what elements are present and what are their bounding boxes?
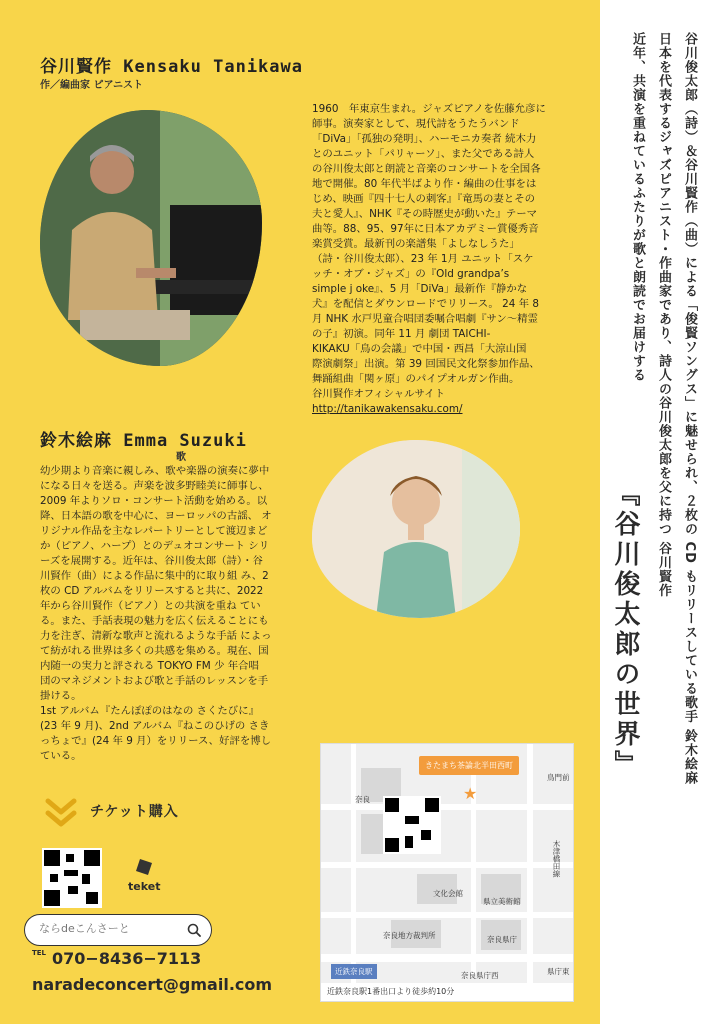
bio-line: simple j oke』、5 月「DiVa」最新作『静かな [312, 283, 528, 295]
bio-line: 師事。演奏家として、現代詩をうたうバンド [312, 118, 520, 130]
map-label-kencho-mae: 県庁東 [547, 967, 570, 976]
intro-line-3: 近年、共演を重ねているふたりが歌と朗読でお届けする [630, 32, 645, 382]
bio-line: 降、日本語の歌を中心に、ヨーロッパの古謡、 オ [40, 510, 272, 522]
map-qr-code [383, 796, 441, 854]
map-label-kintetsu: 近鉄奈良駅 [331, 964, 377, 979]
search-icon[interactable] [187, 922, 201, 941]
map-label-pref: 奈良県庁 [487, 935, 517, 944]
map-label-kitamachi: 鳥門前 [547, 773, 570, 782]
suzuki-role: 歌 [176, 452, 186, 463]
venue-marker-icon: ★ [463, 784, 478, 803]
intro-line-1: 谷川俊太郎（詩）＆谷川賢作（曲）による「俊賢ソングス」に魅せられ、２枚の CD もリリースしている歌手 鈴木絵麻 [682, 32, 697, 785]
bio-line: 団のマネジメントおよび歌と手話のレッスンを手 [40, 675, 269, 687]
venue-tag: きたまち茶論北半田西町 [419, 756, 519, 775]
map-footer: 近鉄奈良駅1番出口より徒歩約10分 [321, 983, 574, 1001]
bio-line: （詩・谷川俊太郎）、23 年 1月 ユニット「スケ [312, 253, 534, 265]
ticket-title: チケット購入 [90, 804, 179, 820]
access-map [320, 743, 574, 1002]
bio-line: とのユニット「パリャーソ」、また父である詩人 [312, 148, 535, 160]
bio-line: になる日々を送る。声楽を波多野睦美に師事し、 [40, 480, 269, 492]
bio-line: 2009 年よりソロ・コンサート活動を始める。以 [40, 495, 268, 507]
phone-number[interactable] [32, 949, 201, 968]
bio-line: て紡がれる世界は多くの共感を集める。現在、国 [40, 645, 269, 657]
bio-line: ーズを展開する。近年は、谷川俊太郎（詩）・谷 [40, 555, 263, 567]
tanikawa-bio [312, 102, 588, 417]
tel-prefix: TEL [32, 949, 47, 957]
suzuki-name: 鈴木絵麻 Emma Suzuki [40, 431, 247, 451]
bio-line: 掛ける。 [40, 690, 82, 702]
bio-line: の谷川俊太郎と朗読と音楽のコンサートを全国各 [312, 163, 541, 175]
bio-line: 年から谷川賢作（ピアノ）との共演を重ね てい [40, 600, 261, 612]
bio-line: 1st アルバム『たんぽぽのはなの さくたびに』 [40, 705, 259, 717]
search-input[interactable] [37, 921, 181, 936]
bio-line: 「DiVa」「孤独の発明」、ハーモニカ奏者 続木力 [312, 133, 537, 145]
bio-line: 川賢作（曲）による作品に集中的に取り組 み、2 [40, 570, 269, 582]
map-label-museum: 県立美術館 [483, 897, 521, 906]
bio-line: 際演劇祭」出演。第 39 回国民文化祭参加作品、 [312, 358, 540, 370]
bio-line: 楽賞受賞。最新刊の楽譜集「よしなしうた」 [312, 238, 520, 250]
bio-line: 月 NHK 水戸児童合唱団委嘱合唱劇『サン～精霊 [312, 313, 538, 325]
bio-line: ている。 [40, 750, 82, 762]
chevron-down-icon [44, 797, 78, 835]
bio-line: 曲等。88、95、97年に日本アカデミー賞優秀音 [312, 223, 539, 235]
bio-line: 1960 年東京生まれ。ジャズピアノを佐藤允彦に [312, 103, 546, 115]
bio-line: 舞踊組曲「関ヶ原」のパイプオルガン作曲。 [312, 373, 520, 385]
tel-value: 070−8436−7113 [52, 949, 202, 968]
tanikawa-role: 作／編曲家 ピアニスト [40, 80, 143, 91]
official-site-link[interactable]: http://tanikawakensaku.com/ [312, 403, 463, 415]
bio-line: (23 年 9 月)、2nd アルバム『ねこのひげの さき [40, 720, 270, 732]
bio-line: る。また、手話表現の魅力を広く伝えることにも [40, 615, 269, 627]
map-label-court: 奈良地方裁判所 [383, 931, 436, 940]
bio-line: っちょで』(24 年 9 月）をリリース、好評を博し [40, 735, 272, 747]
map-label-line: 木津橋田線 [552, 840, 561, 878]
ticket-qr-code[interactable] [42, 848, 102, 908]
bio-line: 犬』を配信とダウンロードでリリース。 24 年 8 [312, 298, 539, 310]
suzuki-photo [312, 440, 520, 618]
bio-line: 夫と愛人』、NHK『その時歴史が動いた』テーマ [312, 208, 538, 220]
intro-line-2: 日本を代表するジャズピアニスト・作曲家であり、詩人の谷川俊太郎を父に持つ 谷川賢作 [656, 32, 671, 598]
map-label-kencho-nishi: 奈良県庁西 [461, 971, 499, 980]
suzuki-bio [40, 464, 302, 764]
teket-label: teket [128, 880, 161, 893]
tanikawa-photo [40, 110, 262, 366]
bio-line: の子』初演。同年 11 月 劇団 TAICHI- [312, 328, 491, 340]
search-box[interactable] [24, 914, 212, 946]
bio-line: じめ、映画『四十七人の刺客』『竜馬の妻とその [312, 193, 535, 205]
bio-line: ッチ・オブ・ジャズ」の『Old grandpa’s [312, 268, 510, 280]
bio-line: 幼少期より音楽に親しみ、歌や楽器の演奏に夢中 [40, 465, 270, 477]
headline: 『谷川俊太郎の世界』 [610, 480, 640, 780]
map-label-bunka: 文化会館 [433, 889, 463, 898]
bio-line: 谷川賢作オフィシャルサイト [312, 388, 445, 400]
tanikawa-name: 谷川賢作 Kensaku Tanikawa [40, 57, 303, 77]
bio-line: 地で開催。80 年代半ばより作・編曲の仕事をは [312, 178, 537, 190]
map-label-nara: 奈良 [355, 795, 370, 804]
email-address[interactable]: naradeconcert@gmail.com [32, 975, 273, 994]
bio-line: 力を注ぎ、清新な歌声と流れるような手話 によっ [40, 630, 272, 642]
bio-line: リジナル作品を主なレパートリーとして渡辺まど [40, 525, 268, 537]
bio-line: KIKAKU「鳥の会議」で中国・西昌「大涼山国 [312, 343, 527, 355]
bio-line: 枚の CD アルバムをリリースすると共に、2022 [40, 585, 264, 597]
bio-line: 内随一の実力と評される TOKYO FM 少 年合唱 [40, 660, 259, 672]
bio-line: か（ピアノ、ハープ）とのデュオコンサート シリ [40, 540, 270, 552]
